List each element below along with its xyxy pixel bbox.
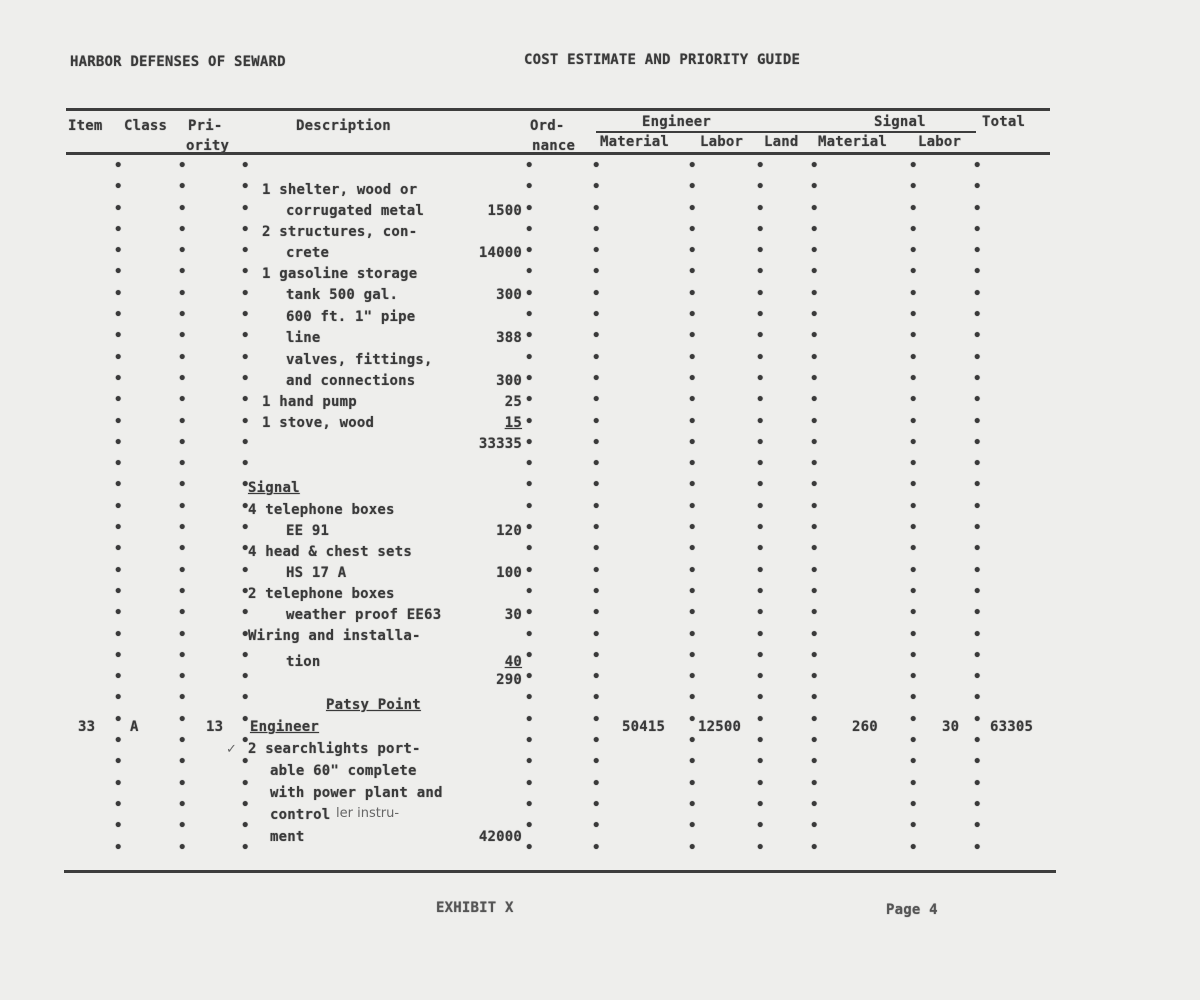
line-item-amount: 42000: [478, 829, 522, 845]
page-number: Page 4: [886, 902, 938, 918]
line-item-description: 2 telephone boxes: [248, 586, 395, 602]
col-separator-sig-labor: • • • • • • • • • • • • • • • • • • • • • • • • • • • • • • • • •: [973, 158, 982, 856]
col-separator-item: • • • • • • • • • • • • • • • • • • • • • • • • • • • • • • • • •: [114, 158, 123, 856]
col-description-header: Description: [296, 118, 391, 134]
line-item-amount: 30: [504, 607, 522, 623]
line-item-description: with power plant and: [270, 785, 443, 801]
col-separator-eng-labor: • • • • • • • • • • • • • • • • • • • • • • • • • • • • • • • • •: [756, 158, 765, 856]
line-item-amount: 100: [496, 565, 522, 581]
col-ordnance-header-2: nance: [532, 138, 576, 154]
line-item-description: 4 head & chest sets: [248, 544, 412, 560]
line-item-amount: 15: [504, 415, 522, 431]
section-location-heading: Patsy Point: [326, 697, 421, 713]
line-item-description: crete: [286, 245, 330, 261]
col-eng-land-header: Land: [764, 134, 799, 150]
col-sig-labor-header: Labor: [918, 134, 962, 150]
col-class-header: Class: [124, 118, 168, 134]
signal-heading: Signal: [248, 480, 300, 496]
col-eng-material-header: Material: [600, 134, 670, 150]
col-separator-eng-land: • • • • • • • • • • • • • • • • • • • • • • • • • • • • • • • • •: [810, 158, 819, 856]
line-item-description: 600 ft. 1" pipe: [286, 309, 416, 325]
eng-labor-value: 12500: [698, 719, 742, 735]
line-item-amount: 1500: [487, 203, 522, 219]
table-bottom-rule: [64, 870, 1056, 873]
col-priority-header-1: Pri-: [188, 118, 223, 134]
document-title: HARBOR DEFENSES OF SEWARD: [70, 54, 286, 70]
line-item-description: Wiring and installa-: [248, 628, 421, 644]
item-class: A: [130, 719, 139, 735]
engineer-subtotal: 33335: [478, 436, 522, 452]
line-item-description: 1 shelter, wood or: [262, 182, 418, 198]
col-ordnance-header-1: Ord-: [530, 118, 565, 134]
line-item-description: control: [270, 807, 331, 823]
line-item-amount: 40: [504, 654, 522, 670]
line-item-description: EE 91: [286, 523, 330, 539]
col-priority-header-2: ority: [186, 138, 230, 154]
col-item-header: Item: [68, 118, 103, 134]
line-item-amount: 300: [496, 287, 522, 303]
engineer-heading: Engineer: [250, 719, 320, 735]
row-total-value: 63305: [990, 719, 1034, 735]
line-item-description: line: [286, 330, 321, 346]
col-eng-labor-header: Labor: [700, 134, 744, 150]
line-item-amount: 14000: [478, 245, 522, 261]
sig-labor-value: 30: [942, 719, 960, 735]
col-separator-sig-material: • • • • • • • • • • • • • • • • • • • • • • • • • • • • • • • • •: [909, 158, 918, 856]
col-sig-material-header: Material: [818, 134, 888, 150]
line-item-description: 1 gasoline storage: [262, 266, 418, 282]
line-item-description: 1 stove, wood: [262, 415, 375, 431]
eng-material-value: 50415: [622, 719, 666, 735]
line-item-description: 1 hand pump: [262, 394, 357, 410]
line-item-amount: 25: [504, 394, 522, 410]
line-item-description: and connections: [286, 373, 416, 389]
item-number: 33: [78, 719, 96, 735]
line-item-amount: 388: [496, 330, 522, 346]
line-item-description: weather proof EE63: [286, 607, 442, 623]
line-item-description: able 60" complete: [270, 763, 417, 779]
col-engineer-header: Engineer: [642, 114, 712, 130]
line-item-description: 4 telephone boxes: [248, 502, 395, 518]
table-top-rule: [66, 108, 1050, 111]
line-item-description: tank 500 gal.: [286, 287, 399, 303]
sig-material-value: 260: [852, 719, 878, 735]
line-item-amount: 120: [496, 523, 522, 539]
line-item-description: tion: [286, 654, 321, 670]
line-item-amount: 300: [496, 373, 522, 389]
col-separator-eng-material: • • • • • • • • • • • • • • • • • • • • • • • • • • • • • • • • •: [688, 158, 697, 856]
subheader-rule: [596, 131, 976, 133]
check-mark-icon: ✓: [226, 742, 237, 757]
handwritten-annotation: ler instru-: [336, 806, 400, 821]
line-item-description: corrugated metal: [286, 203, 425, 219]
col-signal-header: Signal: [874, 114, 926, 130]
line-item-description: valves, fittings,: [286, 352, 433, 368]
col-separator-description: • • • • • • • • • • • • • • • • • • • • • • • • • • • • • • • • •: [525, 158, 534, 856]
line-item-description: ment: [270, 829, 305, 845]
item-priority: 13: [206, 719, 224, 735]
exhibit-label: EXHIBIT X: [436, 900, 514, 916]
line-item-description: HS 17 A: [286, 565, 347, 581]
line-item-description: 2 structures, con-: [262, 224, 418, 240]
col-separator-priority: • • • • • • • • • • • • • • • • • • • • • • • • • • • • • • • • •: [241, 158, 250, 856]
document-subtitle: COST ESTIMATE AND PRIORITY GUIDE: [524, 52, 801, 68]
col-separator-ordnance: • • • • • • • • • • • • • • • • • • • • • • • • • • • • • • • • •: [592, 158, 601, 856]
col-total-header: Total: [982, 114, 1026, 130]
signal-subtotal: 290: [496, 672, 522, 688]
col-separator-class: • • • • • • • • • • • • • • • • • • • • • • • • • • • • • • • • •: [178, 158, 187, 856]
line-item-description: 2 searchlights port-: [248, 741, 421, 757]
